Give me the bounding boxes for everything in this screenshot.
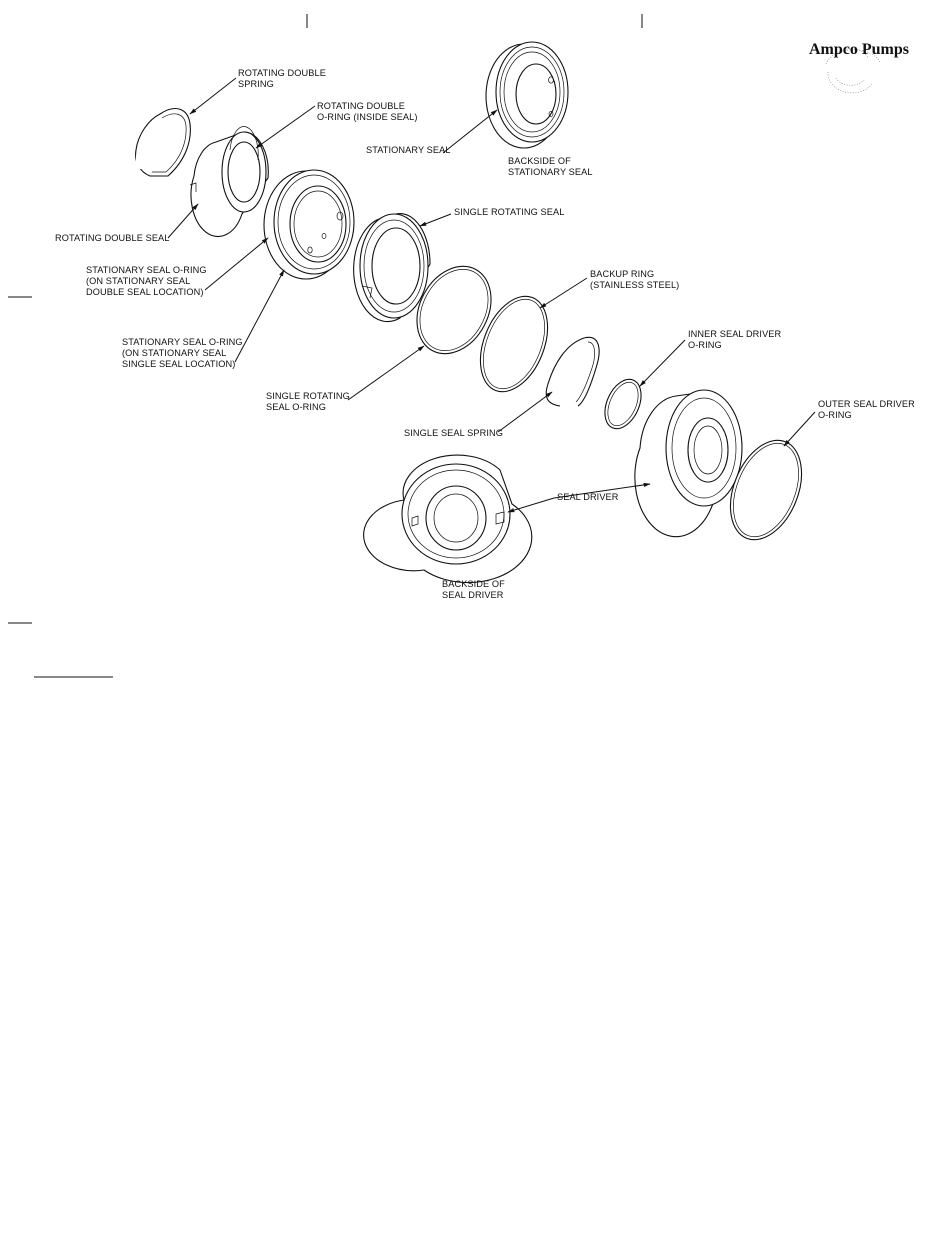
- inner-seal-driver-oring-part: [598, 374, 648, 435]
- single-rotating-seal-part: [354, 214, 430, 322]
- seal-driver-part: [635, 390, 742, 537]
- ampco-logo: [809, 41, 909, 93]
- stationary-seal-part: [264, 170, 354, 279]
- backside-stationary-seal-part: [486, 42, 568, 148]
- logo-text: Ampco Pumps: [809, 41, 910, 58]
- label-inner-seal-driver-oring: INNER SEAL DRIVER O-RING: [688, 329, 782, 350]
- label-rotating-double-seal: ROTATING DOUBLE SEAL: [55, 233, 170, 243]
- rotating-double-seal-part: [190, 127, 268, 237]
- label-stationary-oring-double: STATIONARY SEAL O-RING (ON STATIONARY SEAL DOUBLE SEAL LOCATION): [86, 265, 207, 297]
- label-backup-ring: BACKUP RING (STAINLESS STEEL): [590, 269, 680, 290]
- backside-seal-driver-part: [364, 455, 532, 582]
- single-seal-spring-part: [546, 337, 599, 406]
- label-stationary-oring-single: STATIONARY SEAL O-RING (ON STATIONARY SEAL SINGLE SEAL LOCATION): [122, 337, 243, 369]
- label-backside-stationary-seal: BACKSIDE OF STATIONARY SEAL: [508, 156, 593, 177]
- rotating-double-spring-part: [136, 109, 191, 176]
- label-seal-driver: SEAL DRIVER: [557, 492, 619, 502]
- label-stationary-seal: STATIONARY SEAL: [366, 145, 451, 155]
- label-rotating-double-spring: ROTATING DOUBLE SPRING: [238, 68, 326, 89]
- label-single-seal-spring: SINGLE SEAL SPRING: [404, 428, 503, 438]
- label-single-rotating-seal: SINGLE ROTATING SEAL: [454, 207, 565, 217]
- label-single-rotating-oring: SINGLE ROTATING SEAL O-RING: [266, 391, 350, 412]
- label-outer-seal-driver-oring: OUTER SEAL DRIVER O-RING: [818, 399, 915, 420]
- label-backside-seal-driver: BACKSIDE OF SEAL DRIVER: [442, 579, 505, 600]
- label-rotating-double-oring: ROTATING DOUBLE O-RING (INSIDE SEAL): [317, 101, 418, 122]
